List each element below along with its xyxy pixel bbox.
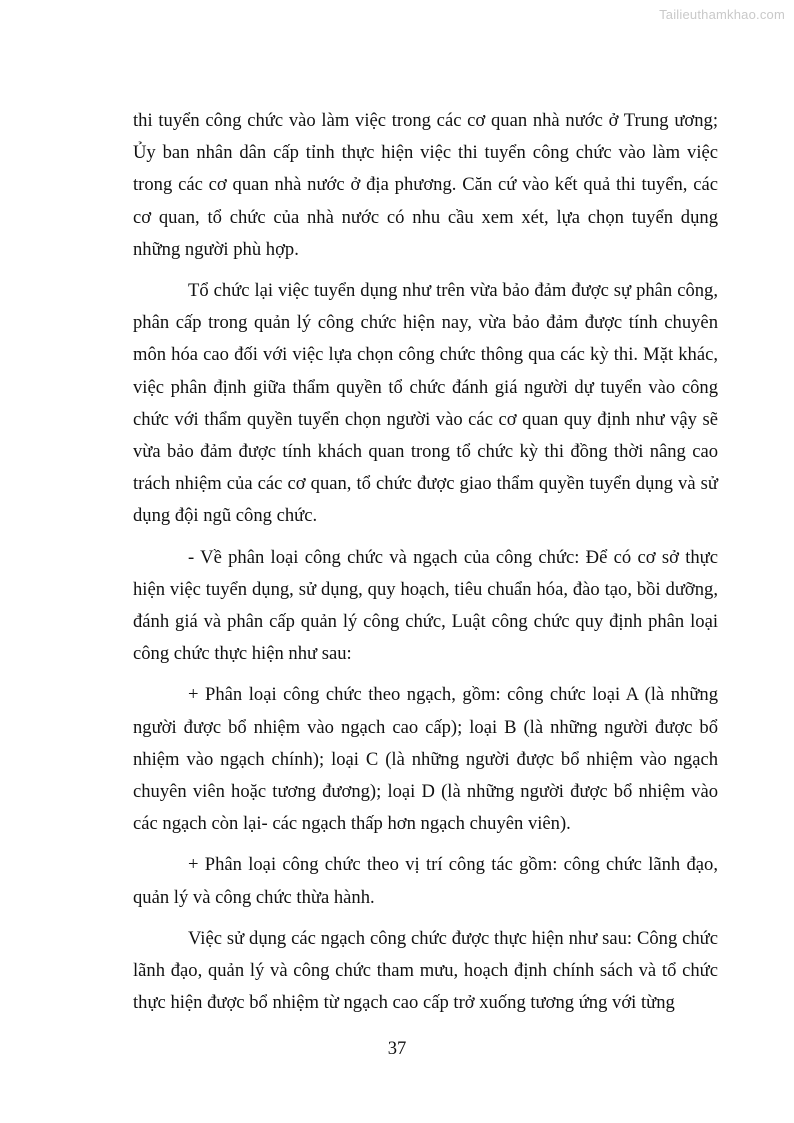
paragraph-4: + Phân loại công chức theo ngạch, gồm: công chức loại A (là những người được bổ nhiệm vào ngạch cao cấp); loại B (là những người được bổ nhiệm vào ngạch chính); loại C (là những người được bổ nhiệm vào ngạch chuyên viên hoặc tương đương); loại D (là những người được bổ nhiệm vào các ngạch còn lại- các ngạch thấp hơn ngạch chuyên viên).: [133, 684, 718, 835]
paragraph-6: Việc sử dụng các ngạch công chức được thực hiện như sau: Công chức lãnh đạo, quản lý và công chức tham mưu, hoạch định chính sách và tổ chức thực hiện được bổ nhiệm từ ngạch cao cấp trở xuống tương ứng với từng: [133, 927, 718, 1014]
document-body: [133, 105, 718, 1028]
paragraph-2: Tổ chức lại việc tuyển dụng như trên vừa bảo đảm được sự phân công, phân cấp trong quản lý công chức hiện nay, vừa bảo đảm được tính chuyên môn hóa cao đối với việc lựa chọn công chức thông qua các kỳ thi. Mặt khác, việc phân định giữa thẩm quyền tổ chức đánh giá người dự tuyển vào công chức với thẩm quyền tuyển chọn người vào các cơ quan quy định như vậy sẽ vừa bảo đảm được tính khách quan trong tổ chức kỳ thi đồng thời nâng cao trách nhiệm của các cơ quan, tổ chức được giao thẩm quyền tuyển dụng và sử dụng đội ngũ công chức.: [133, 280, 718, 527]
paragraph-1: thi tuyển công chức vào làm việc trong các cơ quan nhà nước ở Trung ương; Ủy ban nhân dân cấp tỉnh thực hiện việc thi tuyển công chức vào làm việc trong các cơ quan nhà nước ở địa phương. Căn cứ vào kết quả thi tuyển, các cơ quan, tổ chức của nhà nước có nhu cầu xem xét, lựa chọn tuyển dụng những người phù hợp.: [133, 110, 718, 260]
watermark: Tailieuthamkhao.com: [659, 7, 785, 22]
page-number: 37: [387, 1038, 407, 1059]
paragraph-5: + Phân loại công chức theo vị trí công tác gồm: công chức lãnh đạo, quản lý và công chức thừa hành.: [133, 854, 718, 908]
paragraph-3: - Về phân loại công chức và ngạch của công chức: Để có cơ sở thực hiện việc tuyển dụng, sử dụng, quy hoạch, tiêu chuẩn hóa, đào tạo, bồi dưỡng, đánh giá và phân cấp quản lý công chức, Luật công chức quy định phân loại công chức thực hiện như sau:: [133, 546, 718, 665]
